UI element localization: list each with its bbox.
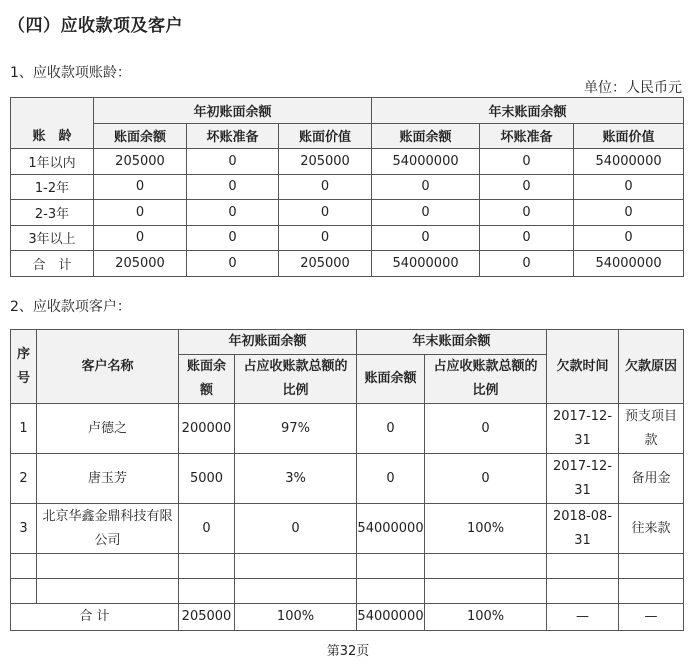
table-cell: 0 <box>372 225 480 251</box>
total-time: — <box>547 604 619 631</box>
empty-cell <box>11 579 37 604</box>
empty-cell <box>357 554 425 579</box>
total-row <box>11 604 684 631</box>
total-begin-balance: 205000 <box>179 604 235 631</box>
cell-time: 2017-12-31 <box>547 404 619 454</box>
table-row <box>11 200 684 226</box>
empty-cell <box>235 579 357 604</box>
table-cell: 0 <box>94 225 187 251</box>
total-label: 合 计 <box>11 604 179 631</box>
table-cell: 0 <box>187 251 279 277</box>
cell-begin-ratio: 97% <box>235 404 357 454</box>
cell-begin-balance: 5000 <box>179 454 235 504</box>
cell-seq: 1 <box>11 404 37 454</box>
table-cell: 54000000 <box>574 149 684 175</box>
table-cell: 0 <box>279 225 372 251</box>
table-cell: 0 <box>480 200 574 226</box>
aging-subtitle: 1、应收款项账龄： <box>10 65 131 81</box>
table-cell: 205000 <box>94 149 187 175</box>
table-cell: 0 <box>480 174 574 200</box>
empty-cell <box>37 554 179 579</box>
header-debt-reason: 欠款原因 <box>619 330 684 404</box>
empty-cell <box>235 554 357 579</box>
cell-end-balance: 54000000 <box>357 504 425 554</box>
row-label: 2-3年 <box>11 200 94 226</box>
header-begin-balance: 账面余 额 <box>179 355 235 404</box>
header-end-balance: 账面余额 <box>357 355 425 404</box>
row-label: 3年以上 <box>11 225 94 251</box>
customers-subtitle: 2、应收款项客户： <box>10 299 131 315</box>
cell-name: 唐玉芳 <box>37 454 179 504</box>
header-end-group: 年末账面余额 <box>372 98 684 124</box>
table-cell: 205000 <box>279 149 372 175</box>
table-cell: 0 <box>480 149 574 175</box>
header-customer-name: 客户名称 <box>37 330 179 404</box>
table-row <box>11 149 684 175</box>
row-label: 合 计 <box>11 251 94 277</box>
header-bad-debt: 坏账准备 <box>480 123 574 149</box>
aging-table <box>10 97 684 277</box>
header-book-balance: 账面余额 <box>372 123 480 149</box>
table-row <box>11 251 684 277</box>
customers-table <box>10 329 684 631</box>
cell-reason: 往来款 <box>619 504 684 554</box>
cell-end-ratio: 0 <box>425 454 547 504</box>
cell-begin-balance: 0 <box>179 504 235 554</box>
cell-begin-ratio: 0 <box>235 504 357 554</box>
table-cell: 0 <box>372 200 480 226</box>
table-row <box>11 404 684 454</box>
total-end-balance: 54000000 <box>357 604 425 631</box>
unit-label: 单位：人民币元 <box>584 80 682 96</box>
table-cell: 0 <box>574 200 684 226</box>
empty-cell <box>619 554 684 579</box>
cell-name: 北京华鑫金鼎科技有限公司 <box>37 504 179 554</box>
table-cell: 54000000 <box>372 251 480 277</box>
table-cell: 0 <box>187 174 279 200</box>
header-end-ratio: 占应收账款总额的 比例 <box>425 355 547 404</box>
header-begin-ratio: 占应收账款总额的 比例 <box>235 355 357 404</box>
header-book-value: 账面价值 <box>279 123 372 149</box>
table-cell: 0 <box>187 225 279 251</box>
table-cell: 205000 <box>94 251 187 277</box>
total-begin-ratio: 100% <box>235 604 357 631</box>
table-cell: 0 <box>574 225 684 251</box>
table-row <box>11 174 684 200</box>
table-row <box>11 454 684 504</box>
empty-cell <box>179 579 235 604</box>
table-cell: 0 <box>279 174 372 200</box>
empty-row <box>11 579 684 604</box>
table-cell: 205000 <box>279 251 372 277</box>
row-label: 1年以内 <box>11 149 94 175</box>
table-cell: 0 <box>279 200 372 226</box>
row-label: 1-2年 <box>11 174 94 200</box>
empty-cell <box>425 579 547 604</box>
cell-seq: 2 <box>11 454 37 504</box>
cell-time: 2017-12-31 <box>547 454 619 504</box>
page-number: 第32页 <box>326 644 370 659</box>
total-end-ratio: 100% <box>425 604 547 631</box>
cell-end-balance: 0 <box>357 404 425 454</box>
cell-reason: 预支项目款 <box>619 404 684 454</box>
header-book-balance: 账面余额 <box>94 123 187 149</box>
header-bad-debt: 坏账准备 <box>187 123 279 149</box>
empty-row <box>11 554 684 579</box>
header-book-value: 账面价值 <box>574 123 684 149</box>
table-cell: 0 <box>187 149 279 175</box>
cell-reason: 备用金 <box>619 454 684 504</box>
header-seq: 序 号 <box>11 330 37 404</box>
cell-time: 2018-08-31 <box>547 504 619 554</box>
empty-cell <box>37 579 179 604</box>
header-begin-group: 年初账面余额 <box>179 330 357 355</box>
empty-cell <box>425 554 547 579</box>
table-cell: 0 <box>94 200 187 226</box>
cell-end-balance: 0 <box>357 454 425 504</box>
table-cell: 0 <box>480 251 574 277</box>
table-row <box>11 504 684 554</box>
empty-cell <box>547 579 619 604</box>
header-debt-time: 欠款时间 <box>547 330 619 404</box>
total-reason: — <box>619 604 684 631</box>
table-cell: 54000000 <box>574 251 684 277</box>
cell-seq: 3 <box>11 504 37 554</box>
empty-cell <box>619 579 684 604</box>
table-row <box>11 225 684 251</box>
header-begin-group: 年初账面余额 <box>94 98 372 124</box>
empty-cell <box>179 554 235 579</box>
cell-begin-ratio: 3% <box>235 454 357 504</box>
empty-cell <box>357 579 425 604</box>
table-cell: 0 <box>187 200 279 226</box>
header-age: 账 龄 <box>11 98 94 149</box>
table-cell: 54000000 <box>372 149 480 175</box>
table-cell: 0 <box>94 174 187 200</box>
cell-end-ratio: 100% <box>425 504 547 554</box>
table-cell: 0 <box>480 225 574 251</box>
header-end-group: 年末账面余额 <box>357 330 547 355</box>
empty-cell <box>11 554 37 579</box>
table-cell: 0 <box>372 174 480 200</box>
section-title: （四）应收款项及客户 <box>8 16 183 36</box>
cell-end-ratio: 0 <box>425 404 547 454</box>
cell-name: 卢德之 <box>37 404 179 454</box>
cell-begin-balance: 200000 <box>179 404 235 454</box>
table-cell: 0 <box>574 174 684 200</box>
empty-cell <box>547 554 619 579</box>
